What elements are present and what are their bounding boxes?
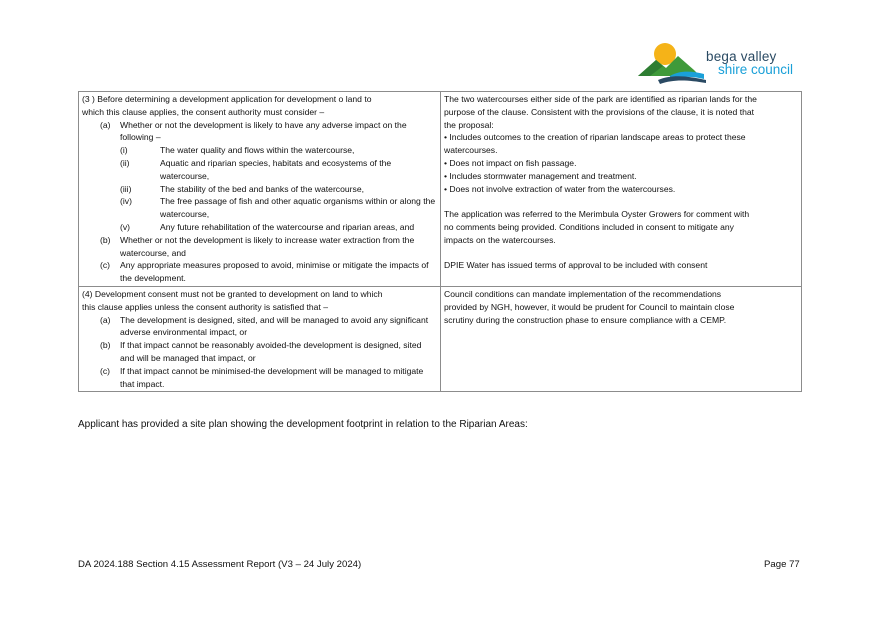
footer-page-number: Page 77: [764, 559, 800, 570]
logo-text-bega-valley: bega valley: [706, 49, 777, 64]
list-item: (c) If that impact cannot be minimised-the development will be managed to mitigate that impact.: [100, 365, 424, 389]
bullet-line: • Does not impact on fish passage.: [444, 157, 577, 168]
response-line: The application was referred to the Merimbula Oyster Growers for comment with: [444, 209, 750, 220]
bullet-line: • Includes outcomes to the creation of riparian landscape areas to protect these: [444, 132, 746, 143]
response-line: purpose of the clause. Consistent with the provisions of the clause, it is noted that: [444, 106, 755, 117]
clause-intro-line: which this clause applies, the consent authority must consider –: [82, 106, 325, 117]
list-item: (i) The water quality and flows within the watercourse,: [120, 145, 355, 156]
list-item: (b) If that impact cannot be reasonably avoided-the development is designed, sited and will be managed that impact, or: [100, 340, 422, 363]
response-line: no comments being provided. Conditions included in consent to mitigate any: [444, 221, 734, 232]
site-plan-caption: Applicant has provided a site plan showing the development footprint in relation to the Riparian Areas:: [78, 419, 528, 430]
response-line: the proposal:: [444, 119, 494, 130]
list-item: (ii) Aquatic and riparian species, habitats and ecosystems of the watercourse,: [120, 157, 392, 181]
clause-4-response-cell: [441, 286, 802, 391]
spacer: [444, 247, 798, 260]
clause-intro-line: (3 ) Before determining a development application for development o land to: [82, 94, 372, 104]
table-row: [79, 286, 802, 391]
logo-text-shire-council: shire council: [718, 62, 794, 77]
clause-3-response-cell: [441, 92, 802, 287]
table-row: [79, 92, 802, 287]
list-item: (a) The development is designed, sited, and will be managed to avoid any significant adverse environmental impact, or: [100, 314, 429, 338]
spacer: [444, 195, 798, 208]
clause-intro-line: (4) Development consent must not be granted to development on land to which: [82, 288, 383, 299]
bullet-line: watercourses.: [444, 145, 498, 156]
clause-assessment-table: [78, 91, 802, 392]
list-item: (iii) The stability of the bed and banks of the watercourse,: [120, 183, 364, 194]
landscape-logo-icon: [636, 40, 716, 90]
response-line: impacts on the watercourses.: [444, 234, 556, 245]
bullet-line: • Does not involve extraction of water from the watercourses.: [444, 183, 676, 194]
list-item: (b) Whether or not the development is likely to increase water extraction from the watercourse, and: [100, 234, 415, 258]
response-line: provided by NGH, however, it would be prudent for Council to maintain close: [444, 301, 735, 312]
list-item: (v) Any future rehabilitation of the watercourse and riparian areas, and: [120, 221, 415, 232]
footer-report-title: DA 2024.188 Section 4.15 Assessment Report (V3 – 24 July 2024): [78, 559, 362, 570]
clause-intro-line: this clause applies unless the consent authority is satisfied that –: [82, 301, 329, 312]
council-logo: [636, 40, 806, 90]
response-line: Council conditions can mandate implementation of the recommendations: [444, 288, 722, 299]
response-line: The two watercourses either side of the park are identified as riparian lands for the: [444, 94, 757, 104]
clause-4-cell: [79, 286, 441, 391]
list-item: (iv) The free passage of fish and other aquatic organisms within or along the watercourse,: [120, 196, 436, 220]
list-item: (c) Any appropriate measures proposed to avoid, minimise or mitigate the impacts of the development.: [100, 260, 429, 284]
bullet-line: • Includes stormwater management and treatment.: [444, 170, 637, 181]
clause-3-cell: [79, 92, 441, 287]
response-line: DPIE Water has issued terms of approval to be included with consent: [444, 260, 708, 271]
response-line: scrutiny during the construction phase to ensure compliance with a CEMP.: [444, 314, 727, 325]
list-item: (a) Whether or not the development is likely to have any adverse impact on the following –: [100, 119, 407, 143]
